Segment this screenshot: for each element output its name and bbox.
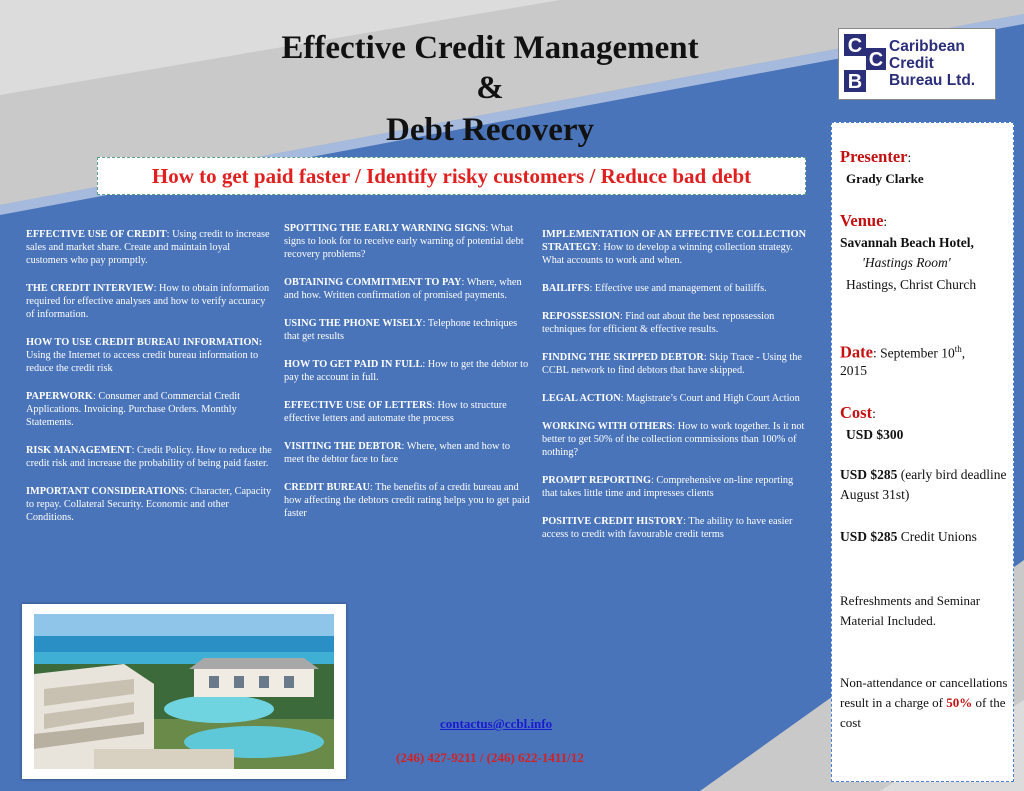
cancel-percent: 50% — [946, 695, 973, 710]
hotel-photo — [22, 604, 346, 779]
topics-column-1 — [26, 228, 274, 539]
topic-text: : The ability to have easier access to credit with favourable credit terms — [542, 516, 793, 540]
topic-item — [284, 440, 532, 466]
topics-column-2 — [284, 222, 532, 535]
topic-item — [542, 282, 808, 295]
topic-text: : Comprehensive on-line reporting that takes little time and impresses clients — [542, 475, 794, 499]
union-text: Credit Unions — [900, 529, 977, 544]
cost-early-bird — [840, 465, 1010, 505]
topic-text: : How to get the debtor to pay the account in full. — [284, 359, 529, 383]
topic-item — [542, 474, 808, 500]
topic-item — [284, 276, 532, 302]
topic-item — [284, 358, 532, 384]
resort-image — [34, 614, 334, 769]
topic-item — [26, 282, 274, 321]
presenter-label: Presenter — [840, 147, 908, 166]
topic-text: : How to work together. Is it not better to get 50% of the collection commissions than 100% of nothing? — [542, 421, 805, 458]
topic-text: : Find out about the best repossession techniques for efficient & effective results. — [542, 311, 775, 335]
topic-item — [26, 390, 274, 429]
topic-heading: FINDING THE SKIPPED DEBTOR — [542, 352, 704, 363]
topic-heading: OBTAINING COMMITMENT TO PAY — [284, 277, 462, 288]
topic-item — [26, 444, 274, 470]
date-value: : September 10 — [872, 345, 955, 361]
presenter-section: Presenter: — [840, 147, 912, 166]
venue-label: Venue — [840, 211, 884, 230]
title-line-1: Effective Credit Management — [281, 30, 699, 66]
svg-text:C: C — [847, 35, 863, 57]
topic-text: : Where, when and how to meet the debtor face to face — [284, 441, 510, 465]
topic-text: : Where, when and how. Written confirmation of promised payments. — [284, 277, 522, 301]
topic-text: : Character, Capacity to repay. Collateral Security. Economic and other Conditions. — [26, 486, 272, 523]
cost-main: USD $300 — [846, 427, 904, 442]
cost-section: Cost: — [840, 403, 876, 422]
topic-item — [542, 310, 808, 336]
topic-heading: IMPLEMENTATION OF AN EFFECTIVE COLLECTION STRATEGY — [542, 229, 807, 253]
topic-item — [26, 228, 274, 267]
topic-text: Using the Internet to access credit bureau information to reduce the credit risk — [26, 350, 259, 374]
tagline: How to get paid faster / Identify risky customers / Reduce bad debt — [151, 164, 752, 188]
date-label: Date — [840, 342, 873, 362]
topic-item — [542, 515, 808, 541]
topic-text: : How to develop a winning collection strategy. What accounts to work and when. — [542, 242, 793, 266]
topic-text: : How to obtain information required for effective analyses and how to verify accuracy of information. — [26, 283, 270, 320]
topic-item — [542, 228, 808, 267]
title-ampersand: & — [476, 70, 504, 106]
topic-heading: LEGAL ACTION — [542, 393, 621, 404]
logo-line-3: Bureau Ltd. — [889, 72, 976, 89]
venue-section: Venue: — [840, 211, 888, 230]
topic-item — [26, 336, 274, 375]
topic-heading: CREDIT BUREAU — [284, 482, 370, 493]
svg-text:B: B — [847, 71, 863, 93]
cancel-text: Non-attendance or cancellations result in a charge of — [840, 675, 1008, 710]
topic-text: : How to structure effective letters and automate the process — [284, 400, 507, 424]
topic-text: : Credit Policy. How to reduce the credit risk and increase the probability of being paid faster. — [26, 445, 272, 469]
topic-item — [284, 222, 532, 261]
date-section: Date: September 10th, — [840, 342, 966, 362]
ccb-logo-icon — [842, 32, 890, 96]
topic-text: : Consumer and Commercial Credit Applications. Invoicing. Purchase Orders. Monthly Statements. — [26, 391, 240, 428]
early-amount: USD $285 — [840, 467, 898, 482]
topic-text: : Telephone techniques that get results — [284, 318, 518, 342]
venue-name: Savannah Beach Hotel, — [840, 235, 974, 250]
logo-text — [889, 38, 975, 89]
topic-item — [542, 351, 808, 377]
svg-text:C: C — [868, 49, 884, 71]
topic-heading: POSITIVE CREDIT HISTORY — [542, 516, 684, 527]
topic-heading: REPOSSESSION — [542, 311, 620, 322]
cost-label: Cost — [840, 403, 873, 422]
topic-heading: VISITING THE DEBTOR — [284, 441, 402, 452]
topic-text: : Effective use and management of bailiffs. — [589, 283, 767, 294]
logo-line-2: Credit — [889, 55, 934, 72]
topic-heading: HOW TO USE CREDIT BUREAU INFORMATION: — [26, 337, 263, 348]
topic-text: : What signs to look for to receive early warning of potential debt recovery problems? — [284, 223, 524, 260]
refreshments-note: Refreshments and Seminar Material Included. — [840, 593, 981, 628]
cancel-tail: of the cost — [840, 695, 1006, 730]
topic-item — [284, 317, 532, 343]
logo-line-1: Caribbean — [889, 38, 965, 55]
topic-text: : Magistrate’s Court and High Court Action — [620, 393, 800, 404]
date-suffix: th — [954, 344, 962, 354]
contact-phone: (246) 427-9211 / (246) 622-1411/12 — [396, 750, 584, 765]
topic-heading: BAILIFFS — [542, 283, 590, 294]
topic-heading: PROMPT REPORTING — [542, 475, 651, 486]
topic-heading: HOW TO GET PAID IN FULL — [284, 359, 423, 370]
topic-text: : Skip Trace - Using the CCBL network to find debtors that have skipped. — [542, 352, 802, 376]
topic-item — [284, 399, 532, 425]
venue-area: Hastings, Christ Church — [846, 277, 977, 292]
topic-heading: EFFECTIVE USE OF LETTERS — [284, 400, 433, 411]
topic-heading: IMPORTANT CONSIDERATIONS — [26, 486, 185, 497]
venue-room: 'Hastings Room' — [862, 255, 951, 270]
early-text: (early bird deadline August 31st) — [840, 467, 1007, 502]
topic-text: : Using credit to increase sales and market share. Create and maintain loyal customers who pay promptly. — [26, 229, 270, 266]
company-logo — [838, 28, 996, 100]
presenter-name: Grady Clarke — [846, 171, 924, 186]
topic-heading: THE CREDIT INTERVIEW — [26, 283, 154, 294]
topic-text: : The benefits of a credit bureau and how affecting the debtors credit rating helps you to get paid faster — [284, 482, 530, 519]
topic-heading: SPOTTING THE EARLY WARNING SIGNS — [284, 223, 486, 234]
topic-heading: RISK MANAGEMENT — [26, 445, 132, 456]
contact-email-link[interactable]: contactus@ccbl.info — [440, 716, 553, 731]
topic-heading: WORKING WITH OTHERS — [542, 421, 673, 432]
topic-heading: PAPERWORK — [26, 391, 93, 402]
topic-heading: USING THE PHONE WISELY — [284, 318, 423, 329]
topic-item — [26, 485, 274, 524]
date-year: 2015 — [840, 363, 867, 378]
tagline-box — [97, 157, 806, 195]
union-amount: USD $285 — [840, 529, 898, 544]
topic-heading: EFFECTIVE USE OF CREDIT — [26, 229, 167, 240]
topics-column-3 — [542, 228, 808, 556]
title-line-3: Debt Recovery — [386, 112, 594, 148]
cost-credit-unions — [840, 527, 1010, 547]
topic-item — [284, 481, 532, 520]
cancellation-note — [840, 673, 1010, 733]
topic-item — [542, 420, 808, 459]
details-sidebar — [831, 122, 1014, 782]
topic-item — [542, 392, 808, 405]
